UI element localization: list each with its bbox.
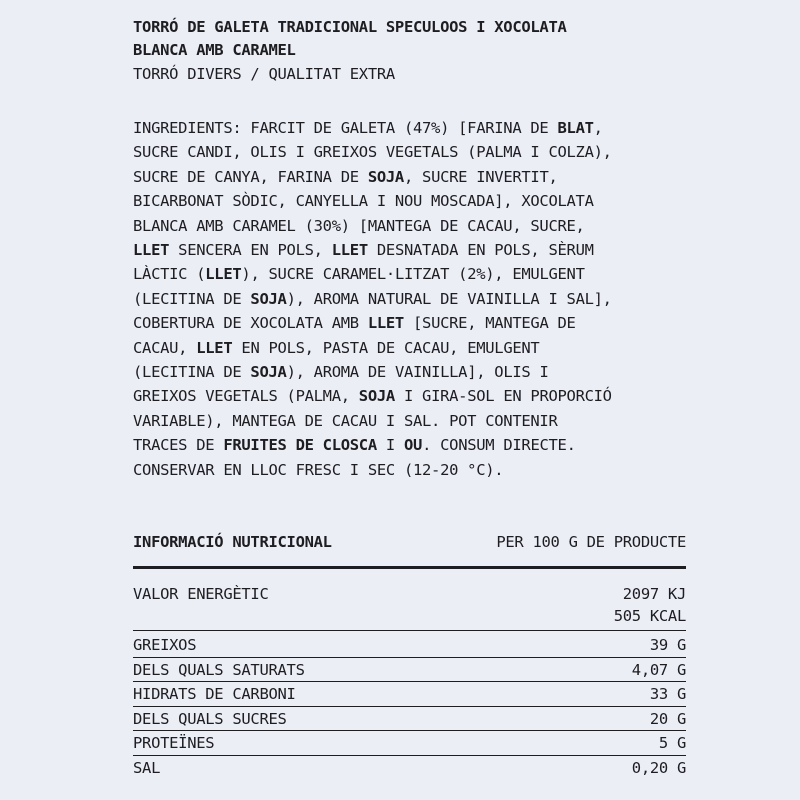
ingredients-line bbox=[133, 287, 693, 311]
ingredients-line bbox=[133, 116, 693, 140]
ingredient-text: BLANCA AMB CARAMEL (30%) [MANTEGA DE CACAU, SUCRE, bbox=[133, 216, 585, 235]
nutrient-name: PROTEÏNES bbox=[133, 734, 215, 753]
ingredient-text: (LECITINA DE bbox=[133, 363, 251, 382]
row-divider bbox=[133, 630, 686, 631]
ingredients-text bbox=[133, 116, 693, 482]
ingredient-text: I GIRA-SOL EN PROPORCIÓ bbox=[394, 387, 612, 406]
ingredient-text: ), AROMA NATURAL DE VAINILLA I SAL], bbox=[286, 289, 612, 308]
row-divider bbox=[133, 657, 686, 658]
ingredients-line bbox=[133, 238, 693, 262]
ingredient-text: ), AROMA DE VAINILLA], OLIS I bbox=[286, 363, 549, 382]
ingredient-text: SUCRE DE CANYA, FARINA DE bbox=[133, 167, 368, 186]
nutrient-name: DELS QUALS SUCRES bbox=[133, 709, 287, 728]
allergen-text: SOJA bbox=[250, 289, 287, 308]
allergen-text: LLET bbox=[133, 241, 170, 260]
row-divider bbox=[133, 730, 686, 731]
ingredient-text: SUCRE CANDI, OLIS I GREIXOS VEGETALS (PALMA I COLZA), bbox=[133, 143, 612, 162]
product-title bbox=[133, 16, 567, 62]
ingredient-text: GREIXOS VEGETALS (PALMA, bbox=[133, 387, 359, 406]
ingredient-text: CONSERVAR EN LLOC FRESC I SEC (12-20 °C). bbox=[133, 460, 504, 479]
ingredient-text: , SUCRE INVERTIT, bbox=[403, 167, 558, 186]
nutrition-title: INFORMACIÓ NUTRICIONAL bbox=[133, 533, 332, 551]
nutrition-per-unit: PER 100 G DE PRODUCTE bbox=[496, 533, 686, 551]
row-divider bbox=[133, 681, 686, 682]
allergen-text: LLET bbox=[196, 338, 233, 357]
ingredient-text: EN POLS, PASTA DE CACAU, EMULGENT bbox=[232, 338, 540, 357]
product-title-line-1: TORRÓ DE GALETA TRADICIONAL SPECULOOS I XOCOLATA bbox=[133, 18, 567, 36]
ingredients-line bbox=[133, 384, 693, 408]
nutrient-value-kcal: 505 KCAL bbox=[613, 607, 686, 625]
ingredients-line bbox=[133, 360, 693, 384]
allergen-text: FRUITES DE CLOSCA bbox=[223, 436, 377, 455]
allergen-text: LLET bbox=[331, 241, 368, 260]
nutrient-name: DELS QUALS SATURATS bbox=[133, 660, 305, 679]
nutrient-name: GREIXOS bbox=[133, 636, 197, 654]
product-title-line-2: BLANCA AMB CARAMEL bbox=[133, 41, 296, 59]
ingredients-line bbox=[133, 262, 693, 286]
nutrition-header-divider bbox=[133, 566, 686, 569]
ingredient-text: (LECITINA DE bbox=[133, 289, 251, 308]
allergen-text: SOJA bbox=[250, 363, 287, 382]
nutrient-value-kj: 2097 KJ bbox=[622, 585, 686, 603]
ingredients-line bbox=[133, 189, 693, 213]
ingredient-text: VARIABLE), MANTEGA DE CACAU I SAL. POT CONTENIR bbox=[133, 411, 558, 430]
ingredient-text: I bbox=[376, 436, 404, 455]
allergen-text: BLAT bbox=[557, 119, 594, 137]
allergen-text: LLET bbox=[205, 265, 242, 284]
ingredients-line bbox=[133, 165, 693, 189]
ingredients-line bbox=[133, 433, 693, 457]
ingredients-line bbox=[133, 409, 693, 433]
nutrient-name: HIDRATS DE CARBONI bbox=[133, 685, 296, 704]
nutrient-value: 33 G bbox=[649, 685, 686, 704]
allergen-text: OU bbox=[403, 436, 423, 455]
ingredients-line bbox=[133, 458, 693, 482]
product-category: TORRÓ DIVERS / QUALITAT EXTRA bbox=[133, 65, 395, 83]
row-divider bbox=[133, 706, 686, 707]
ingredient-text: , bbox=[593, 119, 603, 137]
ingredient-text: ), SUCRE CARAMEL·LITZAT (2%), EMULGENT bbox=[241, 265, 585, 284]
ingredient-text: INGREDIENTS: FARCIT DE GALETA (47%) [FARINA DE bbox=[133, 119, 558, 137]
ingredient-text: CACAU, bbox=[133, 338, 197, 357]
row-divider bbox=[133, 755, 686, 756]
allergen-text: LLET bbox=[367, 314, 404, 333]
allergen-text: SOJA bbox=[358, 387, 395, 406]
nutrient-value: 39 G bbox=[649, 636, 686, 654]
ingredient-text: BICARBONAT SÒDIC, CANYELLA I NOU MOSCADA], XOCOLATA bbox=[133, 192, 594, 211]
nutrient-value: 4,07 G bbox=[631, 660, 686, 679]
ingredient-text: SENCERA EN POLS, bbox=[169, 241, 332, 260]
nutrient-name: VALOR ENERGÈTIC bbox=[133, 585, 269, 603]
ingredient-text: DESNATADA EN POLS, SÈRUM bbox=[367, 241, 594, 260]
nutrition-header bbox=[133, 533, 686, 557]
ingredients-line bbox=[133, 140, 693, 164]
nutrient-value: 0,20 G bbox=[631, 759, 686, 777]
ingredient-text: [SUCRE, MANTEGA DE bbox=[403, 314, 576, 333]
ingredient-text: LÀCTIC ( bbox=[133, 265, 206, 284]
nutrient-value: 20 G bbox=[649, 709, 686, 728]
nutrient-value: 5 G bbox=[658, 734, 686, 753]
allergen-text: SOJA bbox=[367, 167, 404, 186]
ingredients-line bbox=[133, 311, 693, 335]
ingredient-text: TRACES DE bbox=[133, 436, 224, 455]
nutrient-name: SAL bbox=[133, 759, 161, 777]
ingredient-text: COBERTURA DE XOCOLATA AMB bbox=[133, 314, 368, 333]
ingredient-text: . CONSUM DIRECTE. bbox=[422, 436, 576, 455]
ingredients-line bbox=[133, 214, 693, 238]
ingredients-line bbox=[133, 336, 693, 360]
